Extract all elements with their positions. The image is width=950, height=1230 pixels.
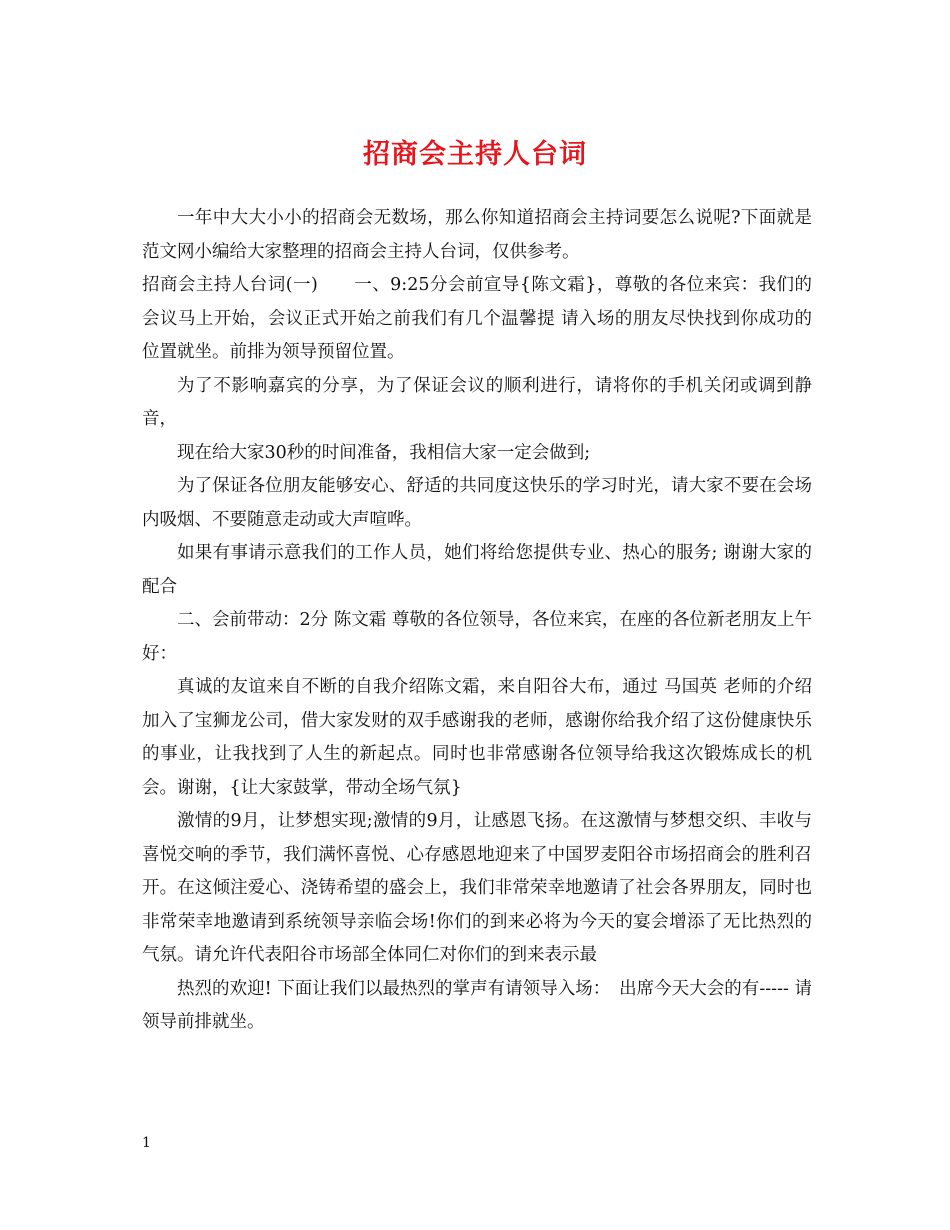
- page-number: 1: [142, 1135, 151, 1151]
- paragraph-section-one: 招商会主持人台词(一) 一、9:25分会前宣导{陈文霜}，尊敬的各位来宾：我们的会议马上开始，会议正式开始之前我们有几个温馨提 请入场的朋友尽快找到你成功的位置就坐。前排为领导预留位置。: [142, 275, 812, 362]
- paragraph-phone-notice: 为了不影响嘉宾的分享，为了保证会议的顺利进行，请将你的手机关闭或调到静音，: [142, 375, 812, 429]
- paragraph-conduct-notice: 为了保证各位朋友能够安心、舒适的共同度这快乐的学习时光，请大家不要在会场内吸烟、不要随意走动或大声喧哗。: [142, 476, 812, 530]
- paragraph-september-passion: 激情的9月，让梦想实现;激情的9月，让感恩飞扬。在这激情与梦想交织、丰收与喜悦交响的季节，我们满怀喜悦、心存感恩地迎来了中国罗麦阳谷市场招商会的胜利召开。在这倾注爱心、浇铸希望的盛会上，我们非常荣幸地邀请了社会各界朋友，同时也非常荣幸地邀请到系统领导亲临会场!你们的到来必将为今天的宴会增添了无比热烈的气氛。请允许代表阳谷市场部全体同仁对你们的到来表示最: [142, 811, 812, 965]
- paragraph-intro: 一年中大大小小的招商会无数场，那么你知道招商会主持词要怎么说呢?下面就是范文网小编给大家整理的招商会主持人台词，仅供参考。: [142, 208, 812, 262]
- paragraph-staff-service: 如果有事请示意我们的工作人员，她们将给您提供专业、热心的服务; 谢谢大家的配合: [142, 543, 812, 597]
- document-body: [142, 202, 812, 1040]
- paragraph-self-introduction: 真诚的友谊来自不断的自我介绍陈文霜，来自阳谷大布，通过 马国英 老师的介绍加入了宝狮龙公司，借大家发财的双手感谢我的老师，感谢你给我介绍了这份健康快乐的事业，让我找到了人生的新起点。同时也非常感谢各位领导给我这次锻炼成长的机会。谢谢，{让大家鼓掌，带动全场气氛}: [142, 677, 812, 798]
- paragraph-section-two: 二、会前带动：2分 陈文霜 尊敬的各位领导，各位来宾，在座的各位新老朋友上午好：: [142, 610, 812, 664]
- paragraph-welcome-leaders: 热烈的欢迎! 下面让我们以最热烈的掌声有请领导入场： 出席今天大会的有----- 请领导前排就坐。: [142, 978, 812, 1032]
- document-title: 招商会主持人台词: [363, 139, 587, 170]
- paragraph-preparation: 现在给大家30秒的时间准备，我相信大家一定会做到;: [177, 442, 591, 463]
